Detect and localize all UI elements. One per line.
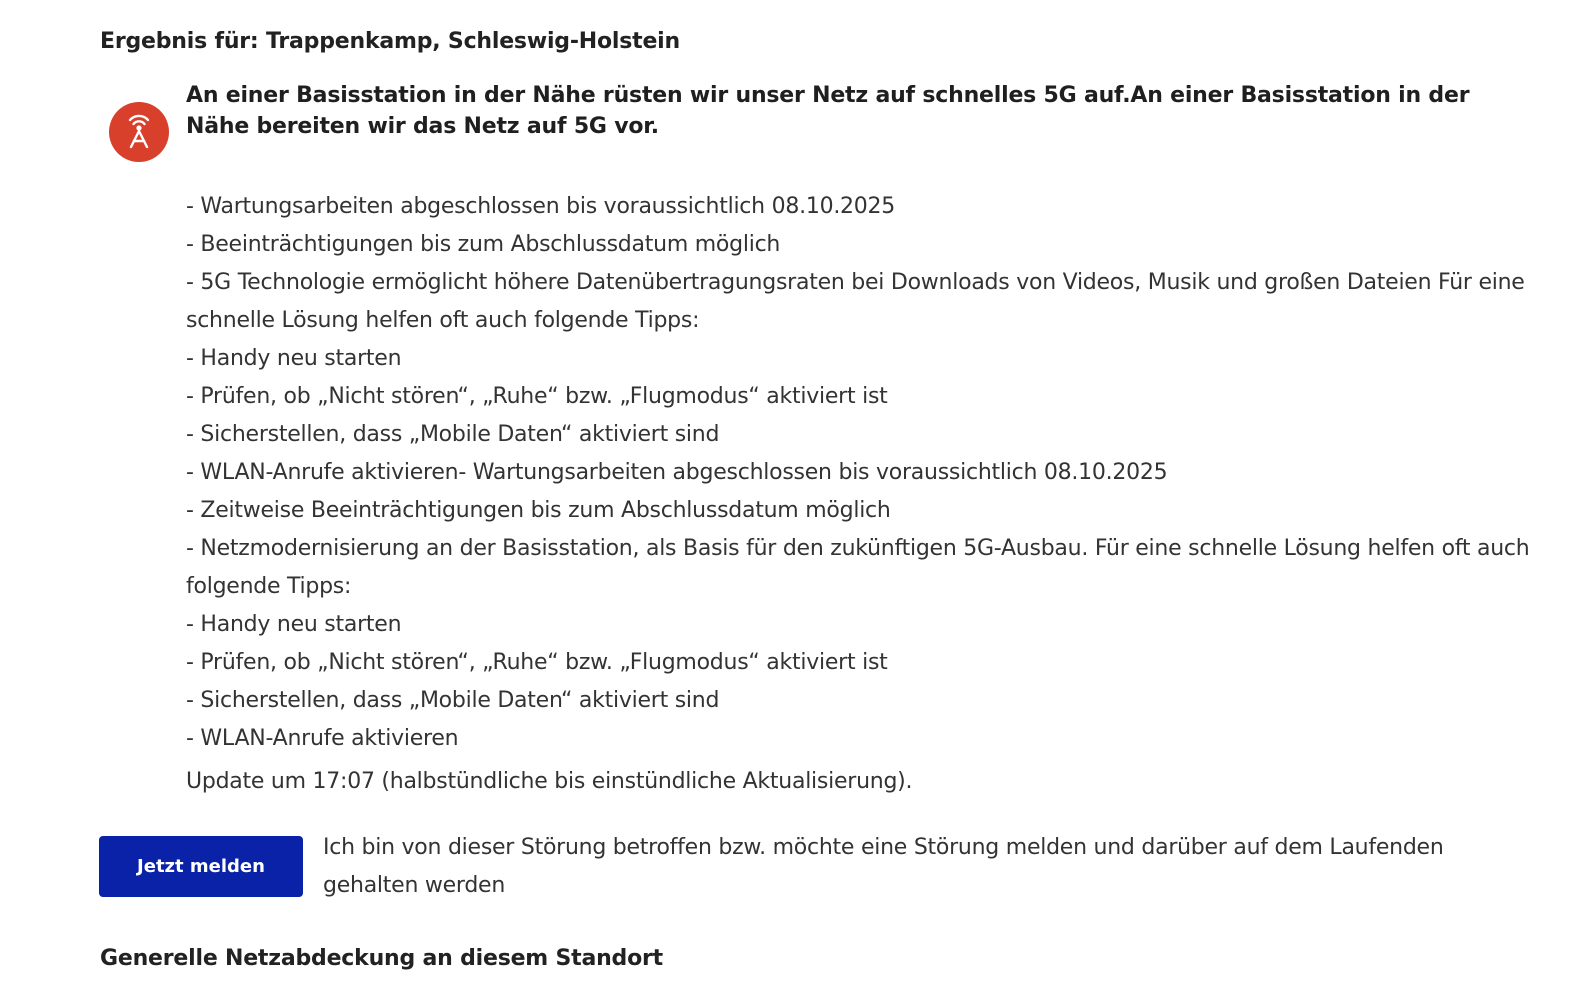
detail-line: - Netzmodernisierung an der Basisstation, als Basis für den zukünftigen 5G-Ausbau. Für eine schnelle Lösung helfen oft auch folgende Tipps: (186, 536, 1530, 599)
detail-line: - Sicherstellen, dass „Mobile Daten“ aktiviert sind (186, 422, 720, 447)
detail-line: - Prüfen, ob „Nicht stören“, „Ruhe“ bzw. „Flugmodus“ aktiviert ist (186, 384, 888, 409)
status-headline: An einer Basisstation in der Nähe rüsten wir unser Netz auf schnelles 5G auf.An einer Basisstation in der Nähe bereiten wir das Netz auf 5G vor. (186, 83, 1470, 139)
detail-line: - Sicherstellen, dass „Mobile Daten“ aktiviert sind (186, 688, 720, 713)
detail-line: - Zeitweise Beeinträchtigungen bis zum Abschlussdatum möglich (186, 498, 891, 523)
update-timestamp: Update um 17:07 (halbstündliche bis einstündliche Aktualisierung). (186, 769, 913, 794)
detail-line: - WLAN-Anrufe aktivieren- Wartungsarbeiten abgeschlossen bis voraussichtlich 08.10.2025 (186, 460, 1168, 485)
cell-tower-icon (109, 102, 169, 162)
report-description: Ich bin von dieser Störung betroffen bzw. möchte eine Störung melden und darüber auf dem Laufenden gehalten werden (323, 835, 1444, 898)
detail-line: - Wartungsarbeiten abgeschlossen bis voraussichtlich 08.10.2025 (186, 194, 896, 219)
detail-line: - Prüfen, ob „Nicht stören“, „Ruhe“ bzw. „Flugmodus“ aktiviert ist (186, 650, 888, 675)
detail-line: - Beeinträchtigungen bis zum Abschlussdatum möglich (186, 232, 781, 257)
coverage-section-title: Generelle Netzabdeckung an diesem Standort (100, 946, 663, 971)
report-outage-button[interactable]: Jetzt melden (99, 836, 303, 897)
result-title: Ergebnis für: Trappenkamp, Schleswig-Holstein (100, 29, 680, 54)
detail-line: - 5G Technologie ermöglicht höhere Datenübertragungsraten bei Downloads von Videos, Musik und großen Dateien Für eine schnelle Lösung helfen oft auch folgende Tipps: (186, 270, 1525, 333)
detail-line: - Handy neu starten (186, 346, 402, 371)
status-details-list (186, 188, 1531, 758)
detail-line: - WLAN-Anrufe aktivieren (186, 726, 459, 751)
detail-line: - Handy neu starten (186, 612, 402, 637)
